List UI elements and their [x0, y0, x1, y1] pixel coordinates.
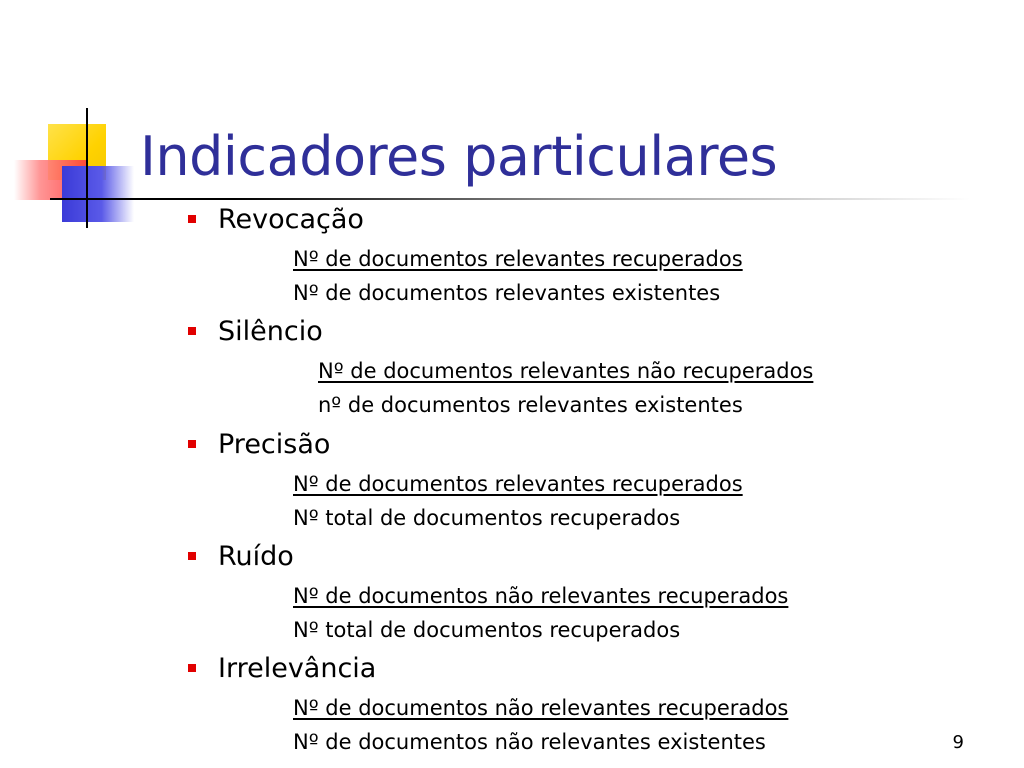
bullet-label: Irrelevância — [218, 653, 377, 684]
bullet-icon — [188, 440, 196, 448]
bullet-icon — [188, 664, 196, 672]
bullet-item-revocacao — [188, 203, 364, 237]
logo-blue-square — [62, 166, 134, 222]
fraction-numerator: Nº de documentos relevantes recuperados — [293, 247, 743, 271]
bullet-label: Silêncio — [218, 316, 323, 347]
bullet-icon — [188, 215, 196, 223]
bullet-item-silencio — [188, 315, 323, 349]
bullet-icon — [188, 552, 196, 560]
bullet-label: Precisão — [218, 429, 331, 460]
fraction-numerator: Nº de documentos relevantes não recuperados — [318, 359, 814, 383]
fraction-denominator: nº de documentos relevantes existentes — [318, 393, 743, 417]
bullet-label: Ruído — [218, 541, 294, 572]
fraction-numerator: Nº de documentos não relevantes recuperados — [293, 696, 789, 720]
fraction-denominator: Nº total de documentos recuperados — [293, 506, 681, 530]
fraction-numerator: Nº de documentos relevantes recuperados — [293, 472, 743, 496]
bullet-item-ruido — [188, 540, 294, 574]
fraction-denominator: Nº de documentos relevantes existentes — [293, 281, 721, 305]
title-underline — [50, 198, 970, 200]
fraction-denominator: Nº total de documentos recuperados — [293, 618, 681, 642]
bullet-item-irrelevancia — [188, 652, 376, 686]
page-number: 9 — [952, 732, 964, 753]
fraction-numerator: Nº de documentos não relevantes recuperados — [293, 584, 789, 608]
slide-title: Indicadores particulares — [140, 125, 778, 188]
logo-vertical-line — [86, 108, 88, 228]
bullet-item-precisao — [188, 428, 330, 462]
bullet-icon — [188, 327, 196, 335]
fraction-denominator: Nº de documentos não relevantes existentes — [293, 730, 766, 754]
bullet-label: Revocação — [218, 204, 364, 235]
